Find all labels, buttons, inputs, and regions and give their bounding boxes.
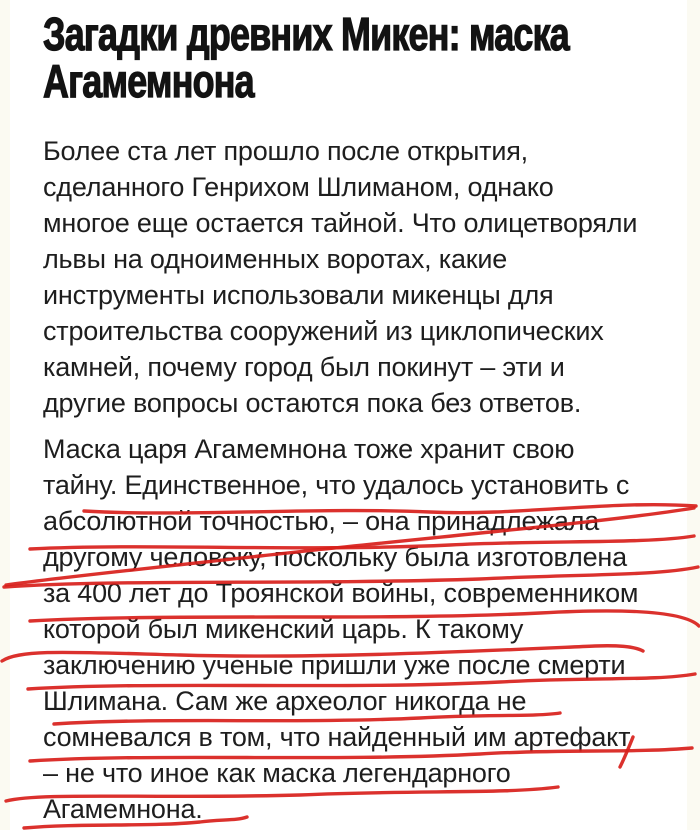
text-line: строительства сооружений из циклопических — [43, 316, 604, 346]
text-line: Маска царя Агамемнона тоже хранит свою — [43, 434, 575, 464]
text-line: львы на одноименных воротах, какие — [43, 244, 508, 274]
paragraph-2 — [43, 431, 638, 827]
text-line: заключению ученые пришли уже после смерти — [43, 650, 626, 680]
text-line: инструменты использовали микенцы для — [43, 280, 554, 310]
text-line: за 400 лет до Троянской войны, современником — [43, 578, 639, 608]
text-line: – не что иное как маска легендарного — [43, 758, 511, 788]
text-line: тайну. Единственное, что удалось установить с — [43, 470, 630, 500]
text-line: камней, почему город был покинут – эти и — [43, 352, 565, 382]
text-line: Агамемнона. — [43, 794, 203, 824]
text-line: сделанного Генрихом Шлиманом, однако — [43, 172, 554, 202]
headline-line-1: Загадки древних Микен: маска — [43, 8, 569, 60]
paragraph-1 — [43, 133, 637, 421]
text-line: которой был микенский царь. К такому — [43, 614, 524, 644]
headline — [43, 8, 700, 107]
text-line: другие вопросы остаются пока без ответов. — [43, 388, 582, 418]
text-line: другому человеку, поскольку была изготовлена — [43, 542, 627, 572]
text-line: абсолютной точностью, – она принадлежала — [43, 506, 600, 536]
content-surface — [10, 0, 687, 830]
text-line: многое еще остается тайной. Что олицетворяли — [43, 208, 638, 238]
text-line: сомневался в том, что найденный им артефакт — [43, 722, 631, 752]
text-line: Более ста лет прошло после открытия, — [43, 136, 528, 166]
headline-line-2: Агамемнона — [43, 55, 254, 107]
text-line: Шлимана. Сам же археолог никогда не — [43, 686, 527, 716]
